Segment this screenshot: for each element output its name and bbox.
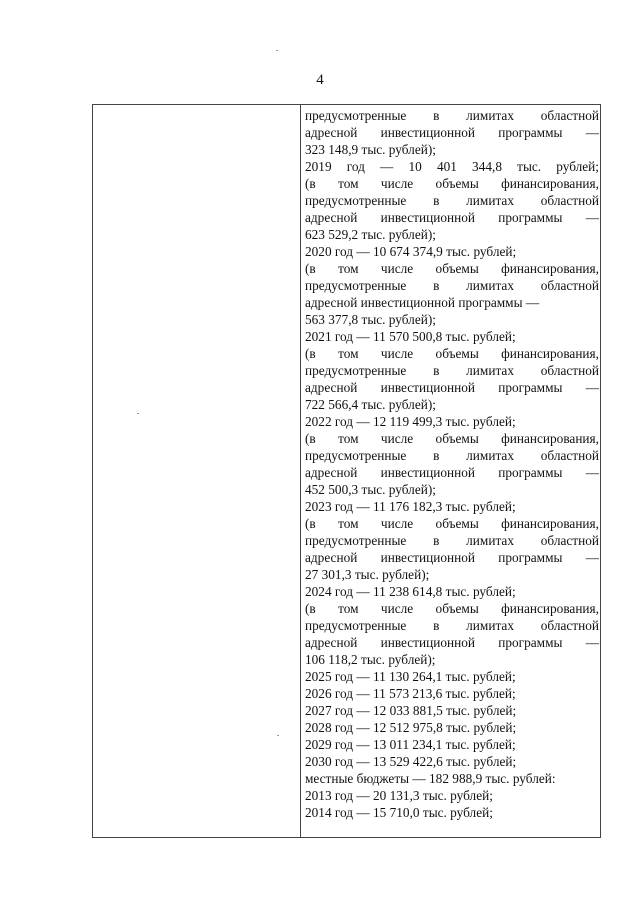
text-line: адресной инвестиционной программы — [305,635,599,650]
text-line: предусмотренные в лимитах областной [305,278,599,293]
scan-speck [276,50,278,51]
text-line: адресной инвестиционной программы — [305,210,599,225]
document-table [92,104,601,838]
text-line: предусмотренные в лимитах областной [305,193,599,208]
text-line: адресной инвестиционной программы — [305,465,599,480]
text-line: (в том числе объемы финансирования, [305,346,599,361]
text-line: 27 301,3 тыс. рублей); [305,567,430,582]
text-line: 2030 год — 13 529 422,6 тыс. рублей; [305,754,517,769]
text-line: адресной инвестиционной программы — [305,295,540,310]
text-line: (в том числе объемы финансирования, [305,516,599,531]
text-line: адресной инвестиционной программы — [305,380,599,395]
text-line: (в том числе объемы финансирования, [305,261,599,276]
text-line: предусмотренные в лимитах областной [305,363,599,378]
table-left-cell [93,105,301,837]
text-line: 2027 год — 12 033 881,5 тыс. рублей; [305,703,517,718]
text-line: 452 500,3 тыс. рублей); [305,482,436,497]
text-line: адресной инвестиционной программы — [305,550,599,565]
text-line: 2025 год — 11 130 264,1 тыс. рублей; [305,669,516,684]
text-line: 323 148,9 тыс. рублей); [305,142,436,157]
text-line: 2019 год — 10 401 344,8 тыс. рублей; [305,159,599,174]
text-line: 106 118,2 тыс. рублей); [305,652,436,667]
text-line: (в том числе объемы финансирования, [305,601,599,616]
text-line: 2013 год — 20 131,3 тыс. рублей; [305,788,493,803]
text-line: предусмотренные в лимитах областной [305,448,599,463]
text-line: 623 529,2 тыс. рублей); [305,227,436,242]
text-line: 722 566,4 тыс. рублей); [305,397,436,412]
text-line: местные бюджеты — 182 988,9 тыс. рублей: [305,771,556,786]
text-line: 2028 год — 12 512 975,8 тыс. рублей; [305,720,517,735]
text-line: 2024 год — 11 238 614,8 тыс. рублей; [305,584,516,599]
text-line: 2020 год — 10 674 374,9 тыс. рублей; [305,244,517,259]
text-line: 2021 год — 11 570 500,8 тыс. рублей; [305,329,516,344]
text-line: 2014 год — 15 710,0 тыс. рублей; [305,805,493,820]
text-line: предусмотренные в лимитах областной [305,533,599,548]
text-line: 2026 год — 11 573 213,6 тыс. рублей; [305,686,516,701]
text-line: адресной инвестиционной программы — [305,125,599,140]
table-right-cell [305,107,599,821]
text-line: 2022 год — 12 119 499,3 тыс. рублей; [305,414,516,429]
page-number: 4 [316,72,324,88]
text-line: предусмотренные в лимитах областной [305,618,599,633]
text-line: 2023 год — 11 176 182,3 тыс. рублей; [305,499,516,514]
text-line: (в том числе объемы финансирования, [305,431,599,446]
text-line: 563 377,8 тыс. рублей); [305,312,436,327]
text-line: 2029 год — 13 011 234,1 тыс. рублей; [305,737,516,752]
text-line: предусмотренные в лимитах областной [305,108,599,123]
text-line: (в том числе объемы финансирования, [305,176,599,191]
